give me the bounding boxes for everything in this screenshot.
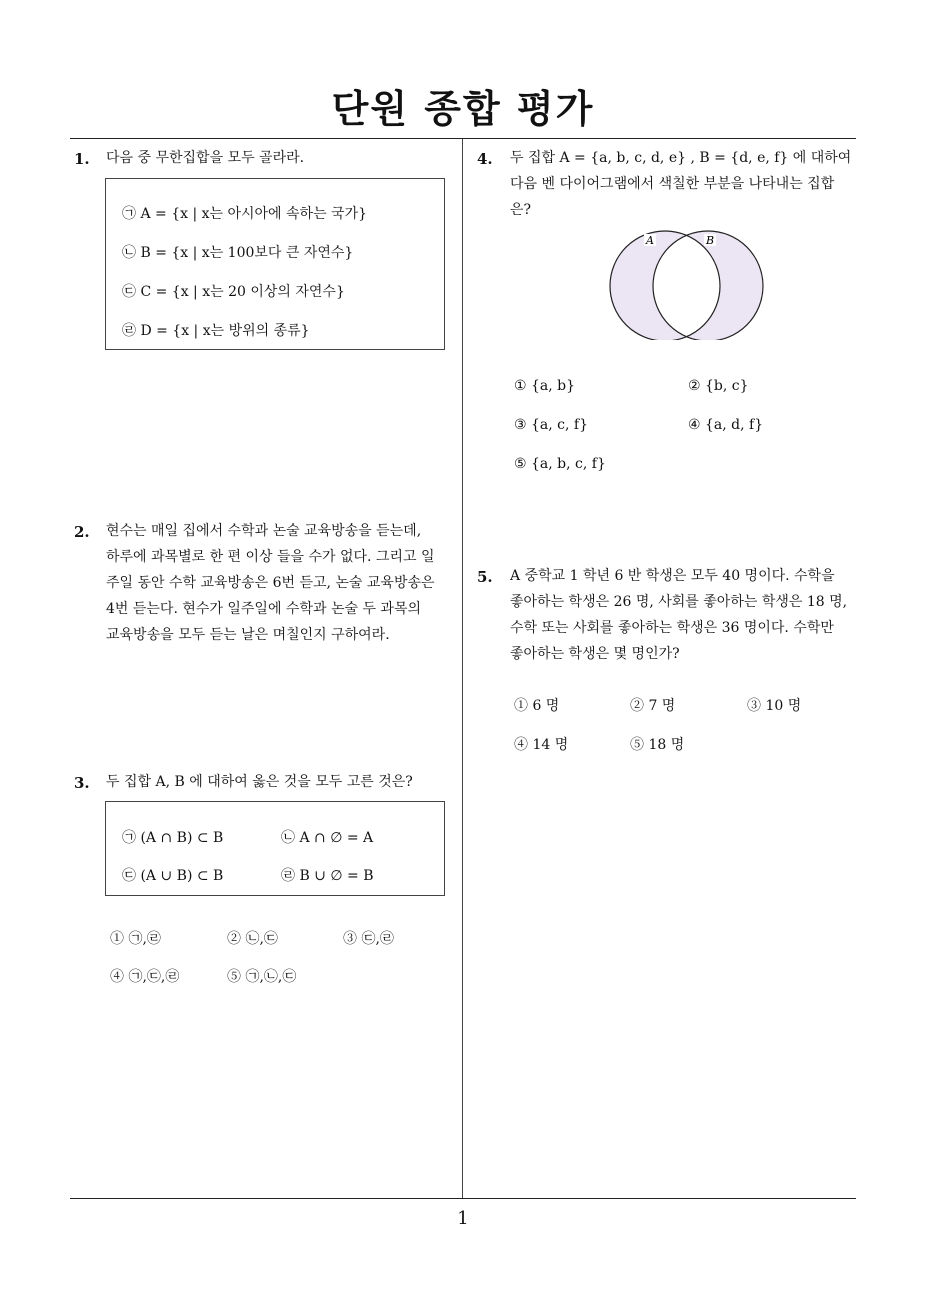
question-5-line-3: 수학 또는 사회를 좋아하는 학생은 36 명이다. 수학만 bbox=[510, 620, 834, 636]
top-rule bbox=[70, 138, 856, 139]
question-1-item-a: ㉠ A = {x | x는 아시아에 속하는 국가} bbox=[122, 206, 368, 222]
question-1-text: 다음 중 무한집합을 모두 골라라. bbox=[106, 150, 305, 166]
question-2-line-2: 하루에 과목별로 한 편 이상 들을 수가 없다. 그리고 일 bbox=[106, 549, 435, 565]
question-1-item-c: ㉢ C = {x | x는 20 이상의 자연수} bbox=[122, 284, 345, 300]
question-5-choice-4[interactable]: ④ 14 명 bbox=[514, 737, 569, 753]
page-number: 1 bbox=[457, 1208, 469, 1229]
question-2-line-4: 4번 듣는다. 현수가 일주일에 수학과 논술 두 과목의 bbox=[106, 601, 421, 617]
question-2-line-1: 현수는 매일 집에서 수학과 논술 교육방송을 듣는데, bbox=[106, 523, 422, 539]
question-3-box-item-c: ㉢ (A ∪ B) ⊂ B bbox=[122, 868, 224, 884]
question-3-choice-5[interactable]: ⑤ ㉠,㉡,㉢ bbox=[227, 969, 297, 985]
question-3-box-item-b: ㉡ A ∩ ∅ = A bbox=[281, 830, 374, 846]
question-5-choice-2[interactable]: ② 7 명 bbox=[630, 698, 676, 714]
question-3-choice-3[interactable]: ③ ㉢,㉣ bbox=[343, 931, 394, 947]
question-4-line-3: 은? bbox=[510, 202, 532, 218]
question-2-line-5: 교육방송을 모두 듣는 날은 며칠인지 구하여라. bbox=[106, 627, 390, 643]
question-4-line-2: 다음 벤 다이어그램에서 색칠한 부분을 나타내는 집합 bbox=[510, 176, 835, 192]
page-title: 단원 종합 평가 bbox=[331, 87, 595, 131]
question-2-line-3: 주일 동안 수학 교육방송은 6번 듣고, 논술 교육방송은 bbox=[106, 575, 435, 591]
question-4-choice-5[interactable]: ⑤ {a, b, c, f} bbox=[514, 456, 606, 472]
question-4-number: 4. bbox=[477, 150, 493, 168]
column-divider bbox=[462, 139, 463, 1199]
question-1-item-d: ㉣ D = {x | x는 방위의 종류} bbox=[122, 323, 310, 339]
question-4-choice-2[interactable]: ② {b, c} bbox=[688, 378, 749, 394]
question-3-number: 3. bbox=[74, 774, 90, 792]
question-3-choice-1[interactable]: ① ㉠,㉣ bbox=[110, 931, 161, 947]
question-3-text: 두 집합 A, B 에 대하여 옳은 것을 모두 고른 것은? bbox=[106, 774, 413, 790]
question-5-number: 5. bbox=[477, 568, 493, 586]
question-4-choice-1[interactable]: ① {a, b} bbox=[514, 378, 576, 394]
question-1-number: 1. bbox=[74, 150, 90, 168]
question-5-choice-3[interactable]: ③ 10 명 bbox=[747, 698, 802, 714]
venn-label-b: B bbox=[705, 234, 715, 247]
question-3-box-item-d: ㉣ B ∪ ∅ = B bbox=[281, 868, 374, 884]
question-3-box-item-a: ㉠ (A ∩ B) ⊂ B bbox=[122, 830, 224, 846]
question-3-choice-2[interactable]: ② ㉡,㉢ bbox=[227, 931, 278, 947]
question-1-item-b: ㉡ B = {x | x는 100보다 큰 자연수} bbox=[122, 245, 354, 261]
venn-diagram bbox=[600, 230, 770, 340]
question-4-choice-4[interactable]: ④ {a, d, f} bbox=[688, 417, 764, 433]
bottom-rule bbox=[70, 1198, 856, 1199]
question-2-number: 2. bbox=[74, 523, 90, 541]
question-5-line-1: A 중학교 1 학년 6 반 학생은 모두 40 명이다. 수학을 bbox=[510, 568, 835, 584]
question-4-choice-3[interactable]: ③ {a, c, f} bbox=[514, 417, 588, 433]
question-5-choice-5[interactable]: ⑤ 18 명 bbox=[630, 737, 685, 753]
question-3-choice-4[interactable]: ④ ㉠,㉢,㉣ bbox=[110, 969, 180, 985]
question-5-choice-1[interactable]: ① 6 명 bbox=[514, 698, 560, 714]
question-4-line-1: 두 집합 A = {a, b, c, d, e} , B = {d, e, f} 에 대하여 bbox=[510, 150, 852, 166]
question-5-line-4: 좋아하는 학생은 몇 명인가? bbox=[510, 646, 680, 662]
venn-label-a: A bbox=[646, 234, 654, 247]
question-5-line-2: 좋아하는 학생은 26 명, 사회를 좋아하는 학생은 18 명, bbox=[510, 594, 848, 610]
